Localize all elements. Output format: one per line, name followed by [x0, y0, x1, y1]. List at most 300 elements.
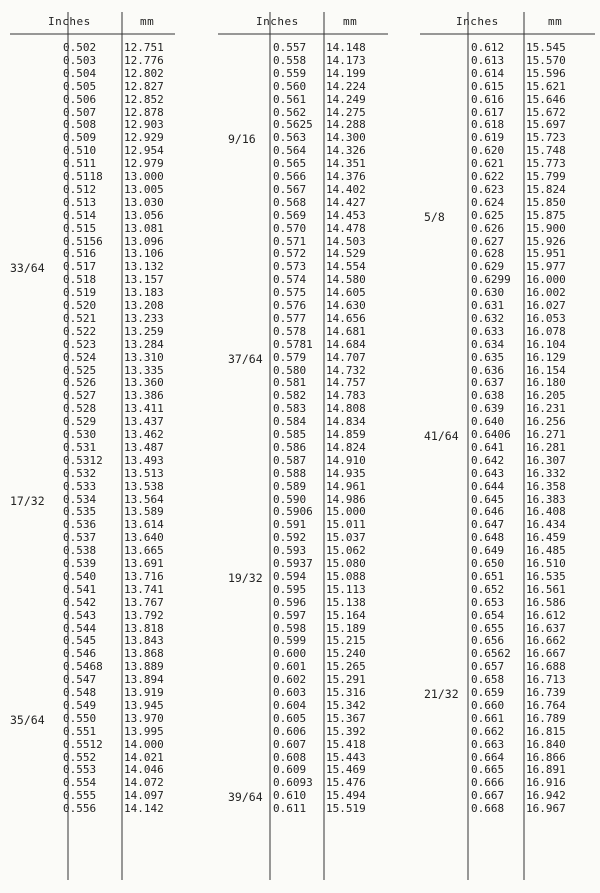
inches-value: 0.507	[63, 105, 97, 119]
mm-value: 13.310	[124, 350, 164, 364]
inches-value: 0.617	[471, 105, 505, 119]
inches-value: 0.522	[63, 324, 97, 338]
inches-value: 0.540	[63, 569, 97, 583]
mm-value: 15.476	[326, 776, 366, 790]
mm-value: 15.113	[326, 582, 366, 596]
mm-value: 16.967	[526, 802, 566, 816]
inches-value: 0.623	[471, 182, 505, 196]
mm-value: 13.945	[124, 698, 164, 712]
inches-value: 0.604	[273, 698, 307, 712]
mm-value: 16.078	[526, 324, 566, 338]
inches-value: 0.565	[273, 157, 307, 171]
inches-value: 0.583	[273, 402, 307, 416]
mm-value: 16.561	[526, 582, 566, 596]
mm-value: 16.434	[526, 518, 566, 532]
mm-value: 16.713	[526, 673, 566, 687]
mm-value: 13.157	[124, 273, 164, 287]
mm-value: 16.942	[526, 789, 566, 803]
mm-value: 14.808	[326, 402, 366, 416]
mm-value: 15.418	[326, 737, 366, 751]
mm-value: 12.979	[124, 157, 164, 171]
inches-value: 0.5937	[273, 557, 313, 570]
inches-value: 0.646	[471, 505, 505, 519]
inches-value: 0.648	[471, 531, 505, 545]
inches-value: 0.564	[273, 144, 307, 158]
inches-value: 0.638	[471, 389, 505, 403]
mm-value: 14.580	[326, 273, 366, 287]
inches-value: 0.620	[471, 144, 505, 158]
mm-value: 13.589	[124, 505, 164, 519]
inches-value: 0.544	[63, 621, 97, 635]
inches-value: 0.657	[471, 660, 505, 674]
inches-value: 0.6562	[471, 647, 511, 661]
mm-value: 16.281	[526, 440, 566, 454]
mm-value: 16.027	[526, 299, 566, 312]
mm-value: 16.205	[526, 389, 566, 403]
mm-value: 15.926	[526, 234, 566, 248]
inches-value: 0.591	[273, 518, 307, 532]
mm-value: 15.570	[526, 53, 566, 67]
mm-value: 14.173	[326, 53, 366, 67]
inches-value: 0.509	[63, 131, 97, 145]
mm-value: 15.697	[526, 118, 566, 132]
inches-value: 0.529	[63, 415, 97, 429]
mm-value: 15.392	[326, 724, 366, 738]
mm-value: 16.000	[526, 273, 566, 287]
mm-value: 14.681	[326, 324, 366, 338]
mm-value: 16.408	[526, 505, 566, 519]
inches-value: 0.587	[273, 453, 307, 467]
inches-value: 0.653	[471, 595, 505, 609]
mm-value: 16.256	[526, 415, 566, 429]
inches-value: 0.502	[63, 41, 97, 54]
mm-value: 15.316	[326, 686, 366, 699]
inches-value: 0.660	[471, 698, 505, 712]
mm-value: 13.889	[124, 660, 164, 674]
mm-value: 13.894	[124, 673, 164, 687]
inches-value: 0.506	[63, 92, 97, 106]
mm-value: 15.799	[526, 170, 566, 183]
conversion-table-3	[420, 12, 595, 880]
inches-value: 0.552	[63, 750, 97, 764]
inches-value: 0.637	[471, 376, 505, 390]
mm-value: 12.878	[124, 105, 164, 119]
inches-value: 0.553	[63, 763, 97, 777]
fraction-label: 21/32	[424, 687, 459, 701]
inches-value: 0.611	[273, 802, 307, 816]
inches-value: 0.505	[63, 79, 97, 93]
inches-value: 0.622	[471, 170, 505, 183]
inches-value: 0.538	[63, 544, 97, 558]
mm-value: 16.739	[526, 686, 566, 699]
inches-value: 0.563	[273, 131, 307, 145]
mm-value: 15.080	[326, 557, 366, 570]
inches-value: 0.546	[63, 647, 97, 661]
inches-value: 0.5781	[273, 337, 313, 351]
mm-value: 16.104	[526, 337, 566, 351]
inches-value: 0.514	[63, 208, 97, 222]
inches-value: 0.643	[471, 466, 505, 480]
mm-value: 16.866	[526, 750, 566, 764]
inches-value: 0.610	[273, 789, 307, 803]
inches-value: 0.627	[471, 234, 505, 248]
mm-value: 16.667	[526, 647, 566, 661]
inches-value: 0.567	[273, 182, 307, 196]
mm-value: 14.986	[326, 492, 366, 506]
inches-value: 0.658	[471, 673, 505, 687]
mm-value: 14.300	[326, 131, 366, 145]
mm-value: 13.767	[124, 595, 164, 609]
mm-value: 15.215	[326, 634, 366, 648]
mm-value: 15.062	[326, 544, 366, 558]
inches-value: 0.600	[273, 647, 307, 661]
mm-value: 13.462	[124, 428, 164, 441]
fraction-label: 19/32	[228, 570, 263, 585]
inches-value: 0.550	[63, 711, 97, 725]
inches-value: 0.633	[471, 324, 505, 338]
mm-value: 15.672	[526, 105, 566, 119]
mm-value: 15.000	[326, 505, 366, 519]
table-1-header-mm: mm	[140, 15, 155, 28]
mm-value: 16.764	[526, 698, 566, 712]
mm-value: 14.142	[124, 802, 164, 816]
inches-value: 0.632	[471, 311, 505, 325]
inches-value: 0.508	[63, 118, 97, 132]
mm-value: 14.351	[326, 157, 366, 171]
mm-value: 14.326	[326, 144, 366, 158]
inches-value: 0.5118	[63, 170, 103, 183]
mm-value: 13.493	[124, 453, 164, 467]
mm-value: 12.929	[124, 131, 164, 145]
inches-value: 0.597	[273, 608, 307, 622]
inches-value: 0.642	[471, 453, 505, 467]
inches-value: 0.557	[273, 41, 307, 54]
table-3-header-mm: mm	[548, 15, 563, 28]
inches-value: 0.560	[273, 79, 307, 93]
inches-value: 0.547	[63, 673, 97, 687]
mm-value: 16.662	[526, 634, 566, 648]
mm-value: 15.951	[526, 247, 566, 261]
mm-value: 15.596	[526, 66, 566, 80]
inches-value: 0.651	[471, 569, 505, 583]
inches-value: 0.664	[471, 750, 505, 764]
inches-value: 0.599	[273, 634, 307, 648]
mm-value: 14.783	[326, 389, 366, 403]
inches-value: 0.525	[63, 363, 97, 377]
table-2-header-inches: Inches	[256, 15, 299, 28]
inches-value: 0.608	[273, 750, 307, 764]
mm-value: 12.903	[124, 118, 164, 132]
inches-value: 0.528	[63, 402, 97, 416]
mm-value: 15.088	[326, 569, 366, 583]
mm-value: 14.529	[326, 247, 366, 261]
mm-value: 15.545	[526, 41, 566, 54]
inches-value: 0.555	[63, 789, 97, 803]
mm-value: 14.478	[326, 221, 366, 235]
inches-value: 0.626	[471, 221, 505, 235]
inches-value: 0.645	[471, 492, 505, 506]
mm-value: 14.376	[326, 170, 366, 183]
mm-value: 13.818	[124, 621, 164, 635]
mm-value: 13.716	[124, 569, 164, 583]
inches-value: 0.535	[63, 505, 97, 519]
inches-value: 0.537	[63, 531, 97, 545]
inches-value: 0.548	[63, 686, 97, 699]
mm-value: 16.307	[526, 453, 566, 467]
inches-value: 0.665	[471, 763, 505, 777]
inches-value: 0.607	[273, 737, 307, 751]
inches-value: 0.541	[63, 582, 97, 596]
mm-value: 16.586	[526, 595, 566, 609]
inches-value: 0.531	[63, 440, 97, 454]
mm-value: 16.459	[526, 531, 566, 545]
inches-value: 0.649	[471, 544, 505, 558]
mm-value: 14.684	[326, 337, 366, 351]
mm-value: 13.056	[124, 208, 164, 222]
inches-value: 0.527	[63, 389, 97, 403]
inches-value: 0.562	[273, 105, 307, 119]
mm-value: 13.995	[124, 724, 164, 738]
inches-value: 0.510	[63, 144, 97, 158]
mm-value: 13.614	[124, 518, 164, 532]
mm-value: 14.427	[326, 195, 366, 209]
mm-value: 16.332	[526, 466, 566, 480]
mm-value: 12.776	[124, 53, 164, 67]
mm-value: 13.741	[124, 582, 164, 596]
conversion-table-2	[218, 12, 388, 880]
mm-value: 13.538	[124, 479, 164, 493]
mm-value: 16.129	[526, 350, 566, 364]
inches-value: 0.650	[471, 557, 505, 570]
mm-value: 14.021	[124, 750, 164, 764]
inches-value: 0.615	[471, 79, 505, 93]
mm-value: 15.900	[526, 221, 566, 235]
inches-value: 0.545	[63, 634, 97, 648]
fraction-label: 9/16	[228, 132, 256, 147]
mm-value: 13.868	[124, 647, 164, 661]
mm-value: 14.859	[326, 428, 366, 441]
mm-value: 13.970	[124, 711, 164, 725]
inches-value: 0.609	[273, 763, 307, 777]
inches-value: 0.661	[471, 711, 505, 725]
mm-value: 14.834	[326, 415, 366, 429]
inches-value: 0.542	[63, 595, 97, 609]
inches-value: 0.577	[273, 311, 307, 325]
mm-value: 16.002	[526, 286, 566, 300]
fraction-label: 35/64	[10, 712, 45, 727]
inches-value: 0.624	[471, 195, 505, 209]
mm-value: 15.367	[326, 711, 366, 725]
inches-value: 0.586	[273, 440, 307, 454]
inches-value: 0.616	[471, 92, 505, 106]
mm-value: 13.843	[124, 634, 164, 648]
mm-value: 12.751	[124, 41, 164, 54]
mm-value: 13.096	[124, 234, 164, 248]
inches-value: 0.584	[273, 415, 307, 429]
mm-value: 13.640	[124, 531, 164, 545]
inches-value: 0.598	[273, 621, 307, 635]
inches-value: 0.530	[63, 428, 97, 441]
inches-value: 0.656	[471, 634, 505, 648]
inches-value: 0.536	[63, 518, 97, 532]
mm-value: 14.402	[326, 182, 366, 196]
mm-value: 16.637	[526, 621, 566, 635]
mm-value: 13.411	[124, 402, 164, 416]
inches-value: 0.635	[471, 350, 505, 364]
inches-value: 0.572	[273, 247, 307, 261]
mm-value: 14.000	[124, 737, 164, 751]
fraction-label: 39/64	[228, 790, 263, 805]
mm-value: 13.919	[124, 686, 164, 699]
mm-value: 14.288	[326, 118, 366, 132]
mm-value: 14.935	[326, 466, 366, 480]
fraction-label: 33/64	[10, 261, 45, 276]
conversion-table-1	[10, 12, 175, 880]
inches-value: 0.585	[273, 428, 307, 441]
mm-value: 14.757	[326, 376, 366, 390]
inches-value: 0.5468	[63, 660, 103, 674]
mm-value: 15.265	[326, 660, 366, 674]
inches-value: 0.654	[471, 608, 505, 622]
mm-value: 14.199	[326, 66, 366, 80]
mm-value: 13.335	[124, 363, 164, 377]
mm-value: 16.789	[526, 711, 566, 725]
mm-value: 14.503	[326, 234, 366, 248]
inches-value: 0.568	[273, 195, 307, 209]
inches-value: 0.639	[471, 402, 505, 416]
mm-value: 13.386	[124, 389, 164, 403]
inches-value: 0.589	[273, 479, 307, 493]
inches-value: 0.571	[273, 234, 307, 248]
inches-value: 0.6093	[273, 776, 313, 790]
mm-value: 13.183	[124, 286, 164, 300]
mm-value: 15.748	[526, 144, 566, 158]
mm-value: 12.852	[124, 92, 164, 106]
mm-value: 13.005	[124, 182, 164, 196]
mm-value: 16.916	[526, 776, 566, 790]
mm-value: 16.231	[526, 402, 566, 416]
inches-value: 0.578	[273, 324, 307, 338]
inches-value: 0.6299	[471, 273, 511, 287]
inches-value: 0.667	[471, 789, 505, 803]
mm-value: 16.271	[526, 428, 566, 441]
inches-value: 0.551	[63, 724, 97, 738]
mm-value: 15.469	[326, 763, 366, 777]
mm-value: 15.519	[326, 802, 366, 816]
inches-value: 0.526	[63, 376, 97, 390]
mm-value: 15.824	[526, 182, 566, 196]
inches-value: 0.652	[471, 582, 505, 596]
mm-value: 14.275	[326, 105, 366, 119]
mm-value: 15.723	[526, 131, 566, 145]
inches-value: 0.5512	[63, 737, 103, 751]
inches-value: 0.5906	[273, 505, 313, 519]
mm-value: 14.824	[326, 440, 366, 454]
inches-value: 0.561	[273, 92, 307, 106]
inches-value: 0.612	[471, 41, 505, 54]
inches-value: 0.559	[273, 66, 307, 80]
mm-value: 15.240	[326, 647, 366, 661]
inches-value: 0.6406	[471, 428, 511, 441]
mm-value: 13.284	[124, 337, 164, 351]
inches-value: 0.558	[273, 53, 307, 67]
inches-value: 0.603	[273, 686, 307, 699]
mm-value: 14.148	[326, 41, 366, 54]
mm-value: 13.487	[124, 440, 164, 454]
mm-value: 16.840	[526, 737, 566, 751]
mm-value: 14.630	[326, 299, 366, 312]
mm-value: 12.954	[124, 144, 164, 158]
mm-value: 14.961	[326, 479, 366, 493]
inches-value: 0.580	[273, 363, 307, 377]
mm-value: 13.564	[124, 492, 164, 506]
mm-value: 14.910	[326, 453, 366, 467]
mm-value: 16.510	[526, 557, 566, 570]
mm-value: 15.850	[526, 195, 566, 209]
mm-value: 13.792	[124, 608, 164, 622]
mm-value: 15.164	[326, 608, 366, 622]
mm-value: 16.688	[526, 660, 566, 674]
inches-value: 0.629	[471, 260, 505, 274]
inches-value: 0.566	[273, 170, 307, 183]
mm-value: 15.189	[326, 621, 366, 635]
inches-value: 0.640	[471, 415, 505, 429]
inches-value: 0.521	[63, 311, 97, 325]
mm-value: 16.891	[526, 763, 566, 777]
mm-value: 13.106	[124, 247, 164, 261]
inches-value: 0.503	[63, 53, 97, 67]
mm-value: 15.342	[326, 698, 366, 712]
inches-value: 0.592	[273, 531, 307, 545]
mm-value: 13.233	[124, 311, 164, 325]
mm-value: 13.360	[124, 376, 164, 390]
inches-value: 0.594	[273, 569, 307, 583]
mm-value: 16.485	[526, 544, 566, 558]
mm-value: 16.154	[526, 363, 566, 377]
mm-value: 13.030	[124, 195, 164, 209]
inches-value: 0.573	[273, 260, 307, 274]
inches-value: 0.575	[273, 286, 307, 300]
inches-value: 0.524	[63, 350, 97, 364]
mm-value: 15.037	[326, 531, 366, 545]
inches-value: 0.590	[273, 492, 307, 506]
inches-value: 0.515	[63, 221, 97, 235]
fraction-label: 5/8	[424, 209, 445, 224]
mm-value: 13.132	[124, 260, 164, 274]
mm-value: 15.011	[326, 518, 366, 532]
inches-value: 0.631	[471, 299, 505, 312]
mm-value: 16.358	[526, 479, 566, 493]
mm-value: 15.773	[526, 157, 566, 171]
inches-value: 0.625	[471, 208, 505, 222]
mm-value: 13.208	[124, 299, 164, 312]
inches-value: 0.518	[63, 273, 97, 287]
table-3-header-inches: Inches	[456, 15, 499, 28]
inches-value: 0.634	[471, 337, 505, 351]
mm-value: 13.665	[124, 544, 164, 558]
inches-value: 0.605	[273, 711, 307, 725]
inches-value: 0.588	[273, 466, 307, 480]
mm-value: 14.453	[326, 208, 366, 222]
mm-value: 12.827	[124, 79, 164, 93]
inches-value: 0.655	[471, 621, 505, 635]
mm-value: 16.180	[526, 376, 566, 390]
inches-value: 0.534	[63, 492, 97, 506]
inches-value: 0.517	[63, 260, 97, 274]
inches-value: 0.554	[63, 776, 97, 790]
inches-value: 0.641	[471, 440, 505, 454]
mm-value: 13.000	[124, 170, 164, 183]
